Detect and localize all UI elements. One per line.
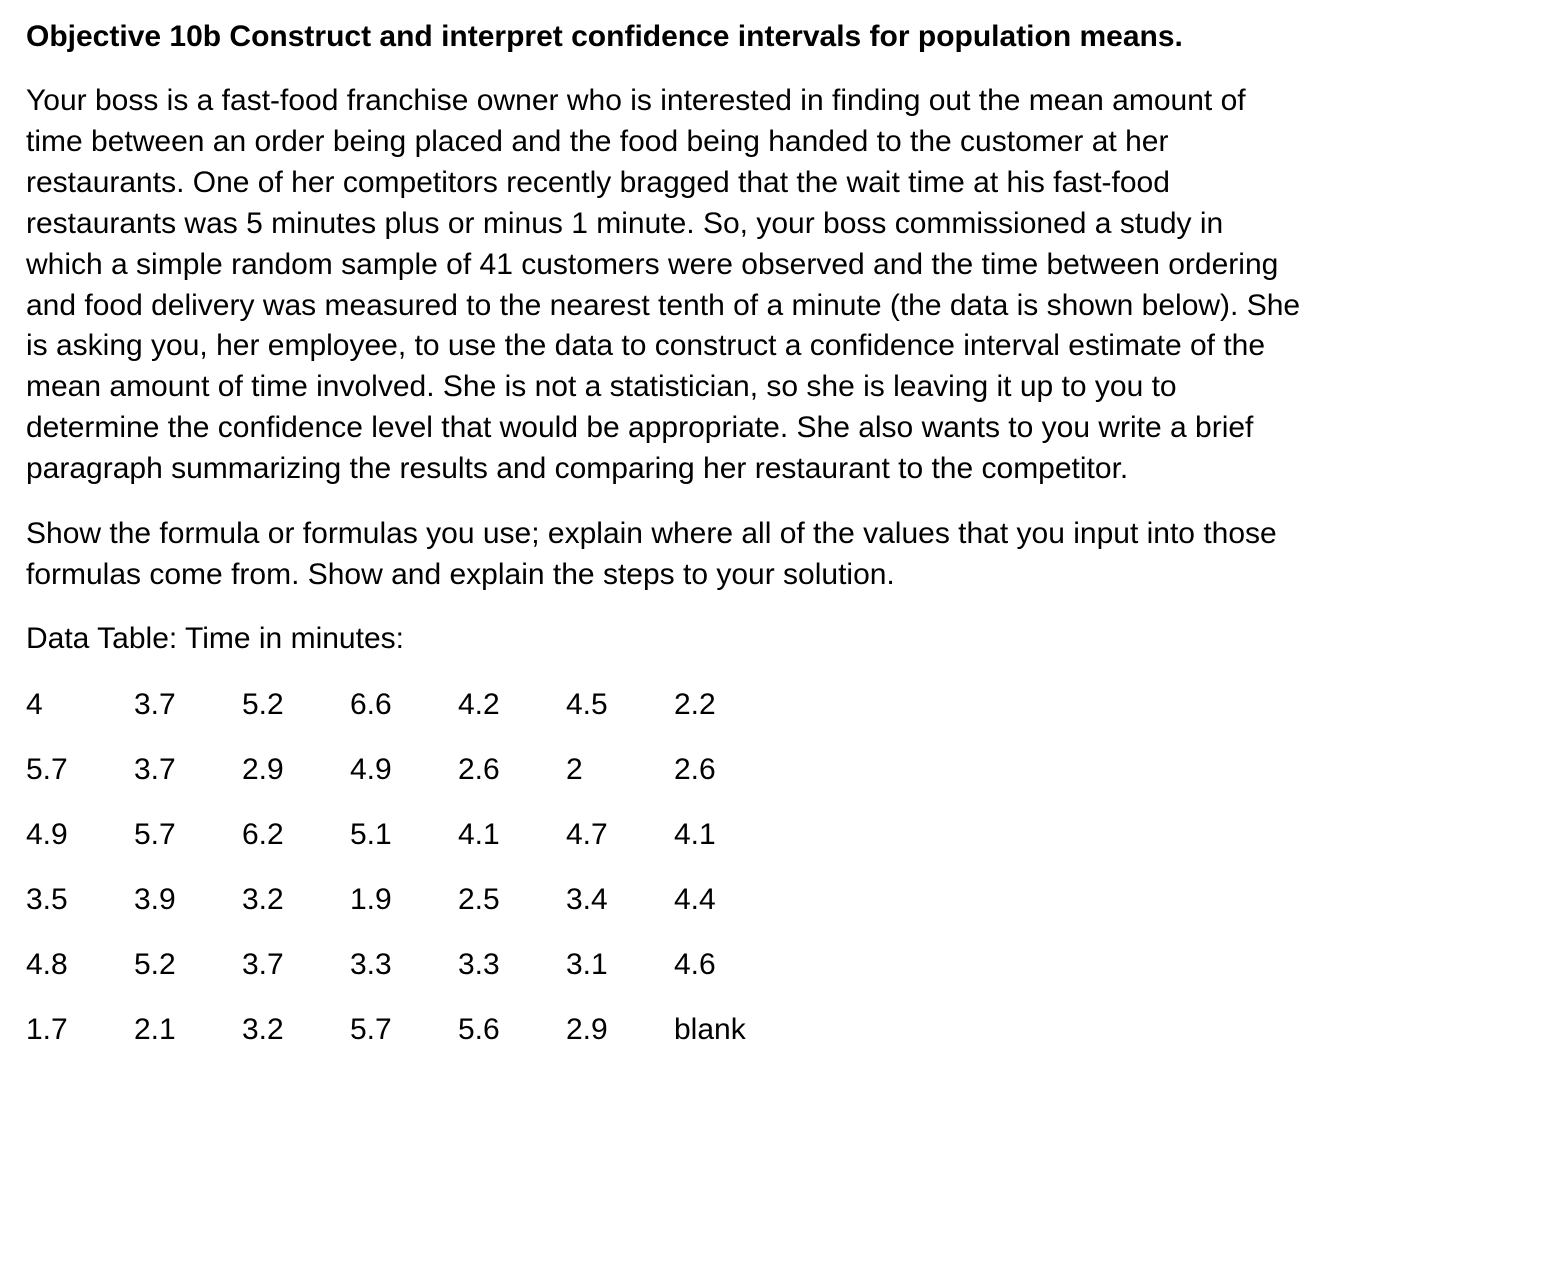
table-cell: 2.9 [242,753,284,786]
table-cell: blank [674,1013,746,1046]
table-cell: 3.1 [566,948,608,981]
table-cell: 3.3 [458,948,500,981]
paragraph-line: and food delivery was measured to the nearest tenth of a minute (the data is shown below). She [26,288,1301,322]
table-caption: Data Table: Time in minutes: [26,622,404,655]
table-cell: 4.2 [458,688,500,721]
paragraph-line: paragraph summarizing the results and comparing her restaurant to the competitor. [26,452,1129,486]
paragraph-line: time between an order being placed and the food being handed to the customer at her [26,124,1169,158]
table-cell: 5.7 [350,1013,392,1046]
table-cell: 2.1 [134,1013,176,1046]
problem-paragraph [26,81,1441,490]
table-cell: 5.1 [350,818,392,851]
table-cell: 3.3 [350,948,392,981]
table-cell: 4.6 [674,948,716,981]
table-row [26,878,782,943]
table-cell: 1.9 [350,883,392,916]
table-cell: 4.4 [674,883,716,916]
table-cell: 2.9 [566,1013,608,1046]
paragraph-line: Show the formula or formulas you use; explain where all of the values that you input into those [26,517,1277,550]
table-cell: 2.5 [458,883,500,916]
table-cell: 5.2 [134,948,176,981]
table-cell: 4 [26,688,43,721]
table-cell: 5.7 [134,818,176,851]
table-cell: 3.2 [242,1013,284,1046]
table-cell: 6.6 [350,688,392,721]
table-cell: 2.6 [674,753,716,786]
instructions-paragraph [26,514,1441,596]
table-cell: 3.2 [242,883,284,916]
table-cell: 4.1 [458,818,500,851]
table-cell: 4.9 [26,818,68,851]
table-cell: 5.6 [458,1013,500,1046]
table-cell: 2.2 [674,688,716,721]
table-cell: 4.7 [566,818,608,851]
paragraph-line: which a simple random sample of 41 customers were observed and the time between ordering [26,247,1279,281]
paragraph-line: determine the confidence level that would be appropriate. She also wants to you write a brief [26,411,1254,445]
paragraph-line: formulas come from. Show and explain the steps to your solution. [26,557,895,591]
paragraph-line: is asking you, her employee, to use the data to construct a confidence interval estimate of the [26,329,1266,363]
table-cell: 2 [566,753,583,786]
table-row [26,748,782,813]
table-cell: 3.7 [242,948,284,981]
table-cell: 3.5 [26,883,68,916]
table-cell: 3.7 [134,753,176,786]
table-cell: 3.7 [134,688,176,721]
paragraph-line: Your boss is a fast-food franchise owner who is interested in finding out the mean amount of [26,84,1246,117]
table-row [26,1008,782,1073]
paragraph-line: restaurants. One of her competitors recently bragged that the wait time at his fast-food [26,165,1170,199]
table-row [26,943,782,1008]
table-cell: 3.4 [566,883,608,916]
table-cell: 5.2 [242,688,284,721]
paragraph-line: mean amount of time involved. She is not a statistician, so she is leaving it up to you to [26,370,1177,404]
paragraph-line: restaurants was 5 minutes plus or minus 1 minute. So, your boss commissioned a study in [26,206,1224,240]
table-row [26,813,782,878]
objective-heading: Objective 10b Construct and interpret confidence intervals for population means. [26,20,1183,53]
table-cell: 4.1 [674,818,716,851]
table-cell: 4.8 [26,948,68,981]
table-cell: 6.2 [242,818,284,851]
table-cell: 2.6 [458,753,500,786]
data-table [26,683,782,1073]
table-row [26,683,782,748]
table-cell: 1.7 [26,1013,68,1046]
table-cell: 5.7 [26,753,68,786]
table-cell: 4.9 [350,753,392,786]
table-cell: 4.5 [566,688,608,721]
table-cell: 3.9 [134,883,176,916]
